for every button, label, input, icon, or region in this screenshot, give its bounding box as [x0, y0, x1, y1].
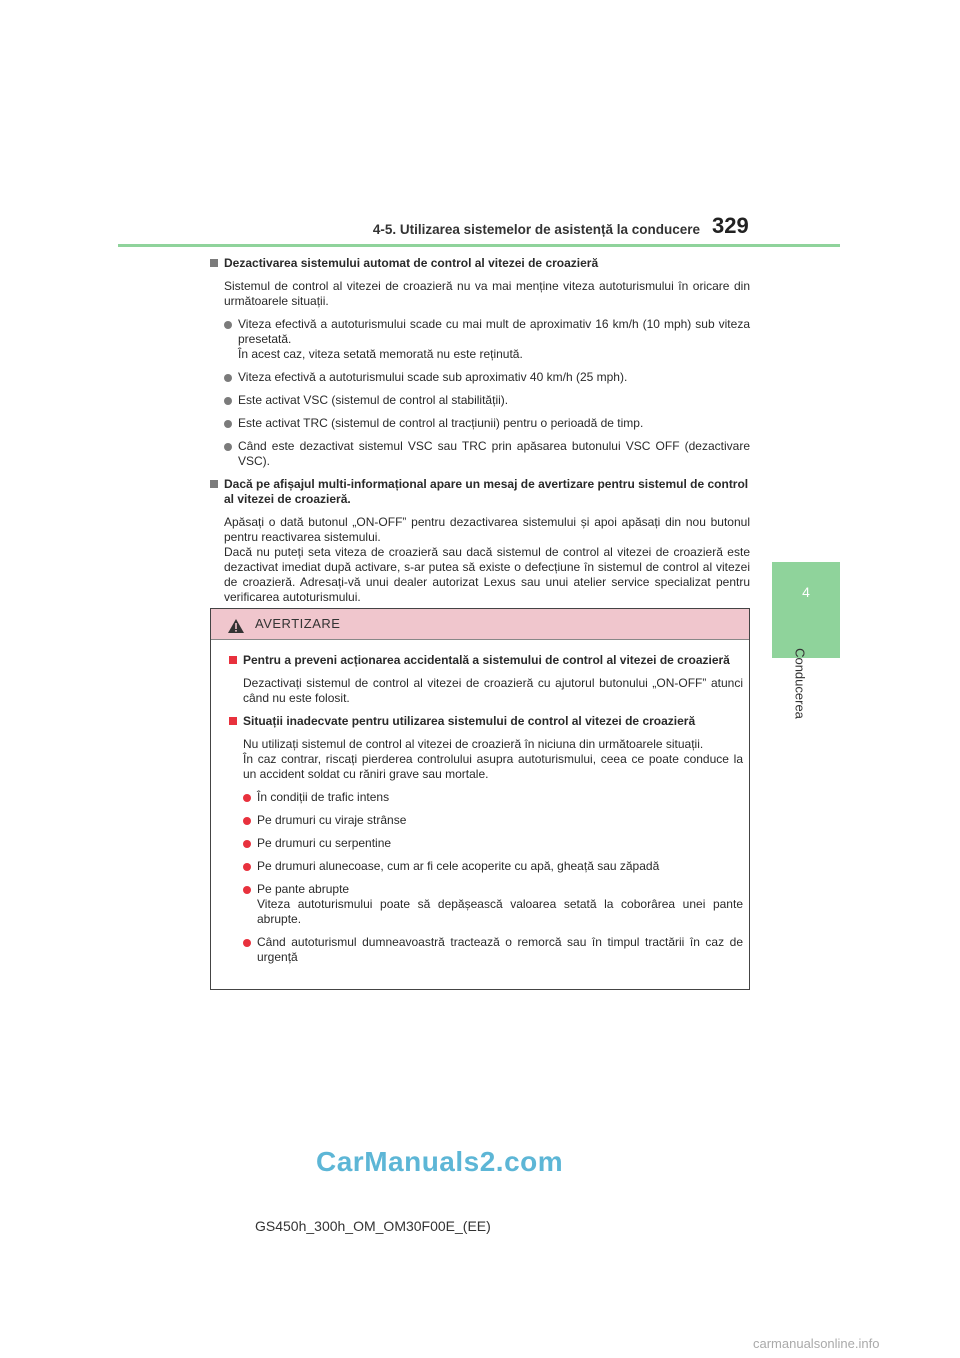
document-code: GS450h_300h_OM_OM30F00E_(EE) [255, 1218, 491, 1234]
list-item [243, 790, 743, 805]
list-item [224, 439, 750, 469]
watermark-logo: CarManuals2.com [316, 1146, 564, 1177]
chapter-side-label [770, 638, 810, 738]
header-divider [118, 244, 840, 247]
section-text: Apăsați o dată butonul „ON-OFF” pentru dezactivarea sistemului și apoi apăsați din nou butonul pentru reactivarea sistemului. Dacă nu puteți seta viteza de croazieră sau dacă sistemul de control al vitezei de croazieră este dezactivat imediat după activare, s-ar putea să existe o defecțiune în sistemul de control al vitezei de croazieră. Adresați-vă unui dealer autorizat Lexus sau unui atelier service specializat pentru verificarea autoturismului. [224, 515, 750, 604]
round-bullet-icon [224, 420, 232, 428]
warning-triangle-icon [227, 618, 245, 634]
warning-text: Dezactivați sistemul de control al vitezei de croazieră cu ajutorul butonului „ON-OFF” atunci când nu este folosit. [243, 676, 743, 705]
square-bullet-icon [229, 656, 237, 664]
list-item-text: Când este dezactivat sistemul VSC sau TRC prin apăsarea butonului VSC OFF (dezactivare VSC). [238, 439, 750, 468]
warning-heading [229, 714, 743, 729]
square-bullet-icon [229, 717, 237, 725]
round-bullet-icon [243, 939, 251, 947]
warning-heading [229, 653, 743, 668]
list-item-text: Pe drumuri cu viraje strânse [257, 813, 407, 827]
list-item [243, 859, 743, 874]
list-item-text: Pe drumuri alunecoase, cum ar fi cele acoperite cu apă, gheață sau zăpadă [257, 859, 660, 873]
list-item-text: Când autoturismul dumneavoastră tractează o remorcă sau în timpul tractării în caz de urgență [257, 935, 743, 964]
section-heading-text: Dacă pe afișajul multi-informațional apare un mesaj de avertizare pentru sistemul de control al vitezei de croazieră. [224, 477, 749, 506]
list-item [224, 416, 750, 431]
round-bullet-icon [243, 840, 251, 848]
round-bullet-icon [224, 443, 232, 451]
round-bullet-icon [243, 817, 251, 825]
warning-text: Nu utilizați sistemul de control al vitezei de croazieră în niciuna din următoarele situații. În caz contrar, riscați pierderea controlului asupra autoturismului, ceea ce poate conduce la un accident soldat cu răniri grave sau mortale. [243, 737, 743, 781]
square-bullet-icon [210, 259, 218, 267]
warning-header [211, 609, 749, 640]
site-watermark: carmanualsonline.info [753, 1336, 880, 1351]
round-bullet-icon [224, 321, 232, 329]
chapter-tab-number: 4 [802, 584, 810, 600]
square-bullet-icon [210, 480, 218, 488]
section-intro: Sistemul de control al vitezei de croazieră nu va mai menține viteza autoturismului în oricare din următoarele situații. [224, 279, 750, 308]
list-item [243, 935, 743, 965]
warning-title: AVERTIZARE [255, 616, 341, 631]
round-bullet-icon [243, 794, 251, 802]
page-number: 329 [712, 213, 749, 238]
list-item [243, 813, 743, 828]
warning-heading-text: Pentru a preveni acționarea accidentală a sistemului de control al vitezei de croazieră [243, 653, 730, 667]
round-bullet-icon [243, 863, 251, 871]
list-item-text: Pe drumuri cu serpentine [257, 836, 392, 850]
list-item-text: Viteza efectivă a autoturismului scade cu mai mult de aproximativ 16 km/h (10 mph) sub viteza presetată. În acest caz, viteza setată memorată nu este reținută. [238, 317, 750, 361]
list-item [224, 370, 750, 385]
warning-heading-text: Situații inadecvate pentru utilizarea sistemului de control al vitezei de croazieră [243, 714, 696, 728]
section-heading [210, 477, 750, 507]
list-item-text: Este activat TRC (sistemul de control al tracțiunii) pentru o perioadă de timp. [238, 416, 644, 430]
list-item [243, 882, 743, 927]
list-item-text: Pe pante abrupte Viteza autoturismului poate să depășească valoarea setată la coborârea unei pante abrupte. [257, 882, 743, 926]
round-bullet-icon [243, 886, 251, 894]
warning-body [229, 653, 743, 973]
warning-box [210, 608, 750, 990]
list-item [224, 317, 750, 362]
chapter-side-label-text: Conducerea [792, 648, 808, 719]
main-content [210, 256, 750, 613]
list-item-text: Este activat VSC (sistemul de control al stabilității). [238, 393, 509, 407]
section-heading-text: Dezactivarea sistemului automat de control al vitezei de croazieră [224, 256, 599, 270]
list-item-text: Viteza efectivă a autoturismului scade sub aproximativ 40 km/h (25 mph). [238, 370, 628, 384]
round-bullet-icon [224, 374, 232, 382]
list-item [243, 836, 743, 851]
section-heading [210, 256, 750, 271]
list-item [224, 393, 750, 408]
chapter-title: 4-5. Utilizarea sistemelor de asistență la conducere [372, 222, 700, 237]
round-bullet-icon [224, 397, 232, 405]
list-item-text: În condiții de trafic intens [257, 790, 390, 804]
